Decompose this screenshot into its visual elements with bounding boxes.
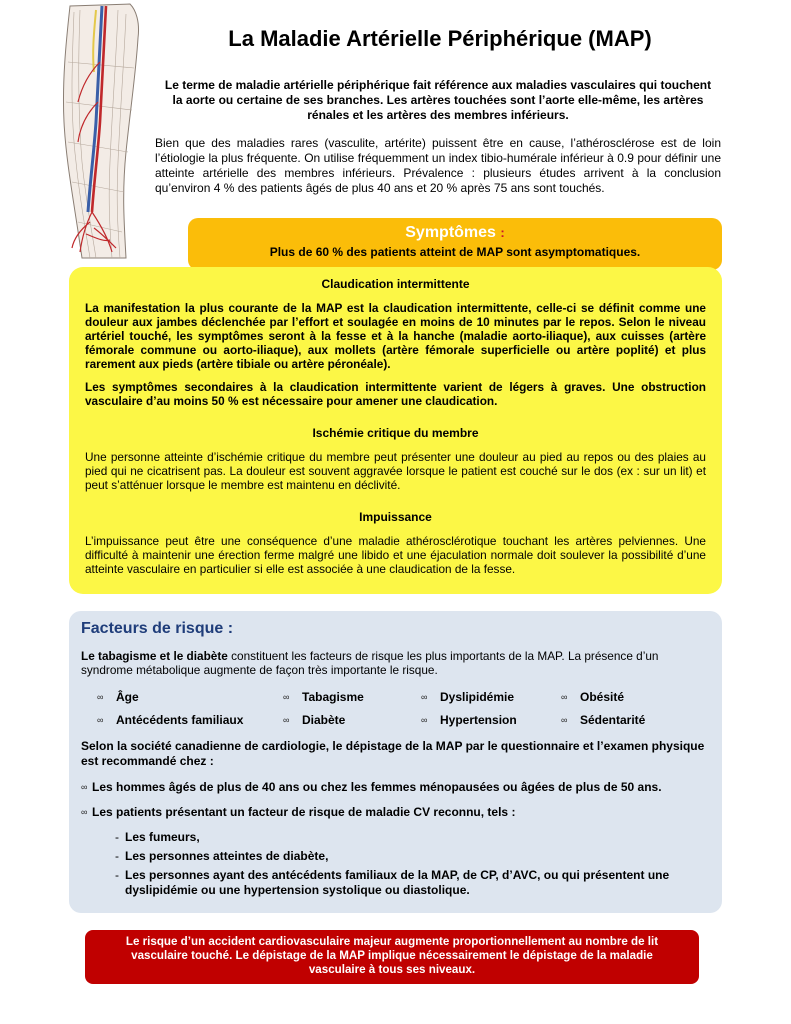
screening-intro: Selon la société canadienne de cardiologie, le dépistage de la MAP par le questionnaire et l’examen physique est recommandé chez :	[81, 739, 705, 768]
risk-factor-item: ∞ Âge	[97, 690, 139, 704]
screening-item: ∞ Les patients présentant un facteur de risque de maladie CV reconnu, tels :	[81, 805, 516, 819]
symptoms-title-colon: :	[500, 225, 505, 240]
claudication-heading: Claudication intermittente	[321, 277, 470, 291]
infinity-bullet-icon: ∞	[81, 807, 88, 817]
risk-factor-item: ∞ Obésité	[561, 690, 625, 704]
risk-factor-grid	[97, 690, 708, 727]
claudication-paragraph-1: La manifestation la plus courante de la MAP est la claudication intermittente, celle-ci se définit comme une douleur aux jambes déclenchée par l’effort et soulagée en moins de 10 minutes par le repos. Selon le niveau artériel touché, les symptômes seront à la fesse et à la hanche (maladie aorto-iliaque), aux cuisses (artère fémorale commune ou aorto-iliaque), aux mollets (artère fémorale superficielle ou artère poplité) et plus rarement aux pieds (artère tibiale ou artère péronéale).	[85, 301, 706, 371]
symptoms-header-box	[188, 218, 722, 270]
infinity-bullet-icon: ∞	[421, 715, 428, 725]
screening-item: ∞ Les hommes âgés de plus de 40 ans ou chez les femmes ménopausées ou âgées de plus de 50 ans.	[81, 780, 662, 794]
screening-sub-item: - Les personnes ayant des antécédents familiaux de la MAP, de CP, d’AVC, ou qui présentent une dyslipidémie ou une hypertension systolique ou diastolique.	[115, 868, 670, 897]
ischemia-paragraph: Une personne atteinte d’ischémie critique du membre peut présenter une douleur au pied au repos ou des plaies au pied qui ne cicatrisent pas. La douleur est souvent aggravée lorsque le patient est couché sur le dos (ex : sur un lit) et peut s’atténuer lorsque le membre est maintenu en déclivité.	[85, 450, 706, 492]
infinity-bullet-icon: ∞	[421, 692, 428, 702]
infinity-bullet-icon: ∞	[561, 715, 568, 725]
risk-factors-title: Facteurs de risque :	[81, 620, 234, 637]
claudication-paragraph-2: Les symptômes secondaires à la claudication intermittente varient de légers à graves. Une obstruction vasculaire d’au moins 50 % est nécessaire pour amener une claudication.	[85, 380, 706, 408]
infinity-bullet-icon: ∞	[283, 715, 290, 725]
infinity-bullet-icon: ∞	[561, 692, 568, 702]
risk-factors-box	[69, 611, 722, 913]
impotence-paragraph: L’impuissance peut être une conséquence d’une maladie athérosclérotique touchant les artères pelviennes. Une difficulté à maintenir une érection ferme malgré une libido et une éjaculation normale doit soulever la possibilité d’une atteinte vasculaire en particulier si elle est associée à une claudication de la fesse.	[85, 534, 706, 576]
symptoms-title	[188, 224, 722, 242]
infinity-bullet-icon: ∞	[97, 692, 104, 702]
risk-factor-item: ∞ Hypertension	[421, 713, 517, 727]
risk-intro-bold: Le tabagisme et le diabète	[81, 649, 228, 663]
ischemia-heading: Ischémie critique du membre	[312, 426, 479, 440]
risk-intro-rest: constituent les facteurs de risque les plus importants de la MAP. La présence d’un syndrome métabolique augmente de façon très importante le risque.	[81, 649, 659, 677]
page-title: La Maladie Artérielle Périphérique (MAP)	[228, 26, 652, 51]
risk-factor-item: ∞ Tabagisme	[283, 690, 364, 704]
intro-etiology: Bien que des maladies rares (vasculite, artérite) puissent être en cause, l’athérosclérose est de loin l’étiologie la plus fréquente. On utilise fréquemment un index tibio-humérale inférieur à 0.9 pour définir une atteinte artérielle des membres inférieurs. Prévalence : plusieurs études arrivent à la conclusion qu’environ 4 % des patients âgés de plus 40 ans et 20 % après 75 ans sont touchés.	[155, 136, 721, 195]
warning-box: Le risque d’un accident cardiovasculaire majeur augmente proportionnellement au nombre de lit vasculaire touché. Le dépistage de la MAP implique nécessairement le dépistage de la maladie vasculaire à tous ses niveaux.	[85, 930, 699, 984]
screening-sub-item: - Les fumeurs,	[115, 830, 200, 844]
leg-anatomy-illustration	[56, 2, 148, 260]
intro-definition: Le terme de maladie artérielle périphérique fait référence aux maladies vasculaires qui touchent la aorte ou certaine de ses branches. Les artères touchées sont l’aorte elle-même, les artères rénales et les artères des membres inférieurs.	[164, 78, 712, 122]
risk-factor-item: ∞ Sédentarité	[561, 713, 646, 727]
impotence-heading: Impuissance	[359, 510, 432, 524]
dash-bullet: -	[115, 830, 119, 844]
screening-sub-list	[115, 830, 708, 898]
infinity-bullet-icon: ∞	[283, 692, 290, 702]
dash-bullet: -	[115, 868, 119, 882]
symptoms-subtitle: Plus de 60 % des patients atteint de MAP sont asymptomatiques.	[269, 245, 641, 259]
symptoms-title-text: Symptômes	[405, 224, 496, 241]
screening-sub-item: - Les personnes atteintes de diabète,	[115, 849, 329, 863]
infinity-bullet-icon: ∞	[81, 782, 88, 792]
risk-factors-intro	[81, 649, 708, 677]
risk-factor-item: ∞ Diabète	[283, 713, 346, 727]
infinity-bullet-icon: ∞	[97, 715, 104, 725]
symptoms-content-box	[69, 267, 722, 594]
risk-factor-item: ∞ Dyslipidémie	[421, 690, 515, 704]
dash-bullet: -	[115, 849, 119, 863]
risk-factor-item: ∞ Antécédents familiaux	[97, 713, 244, 727]
